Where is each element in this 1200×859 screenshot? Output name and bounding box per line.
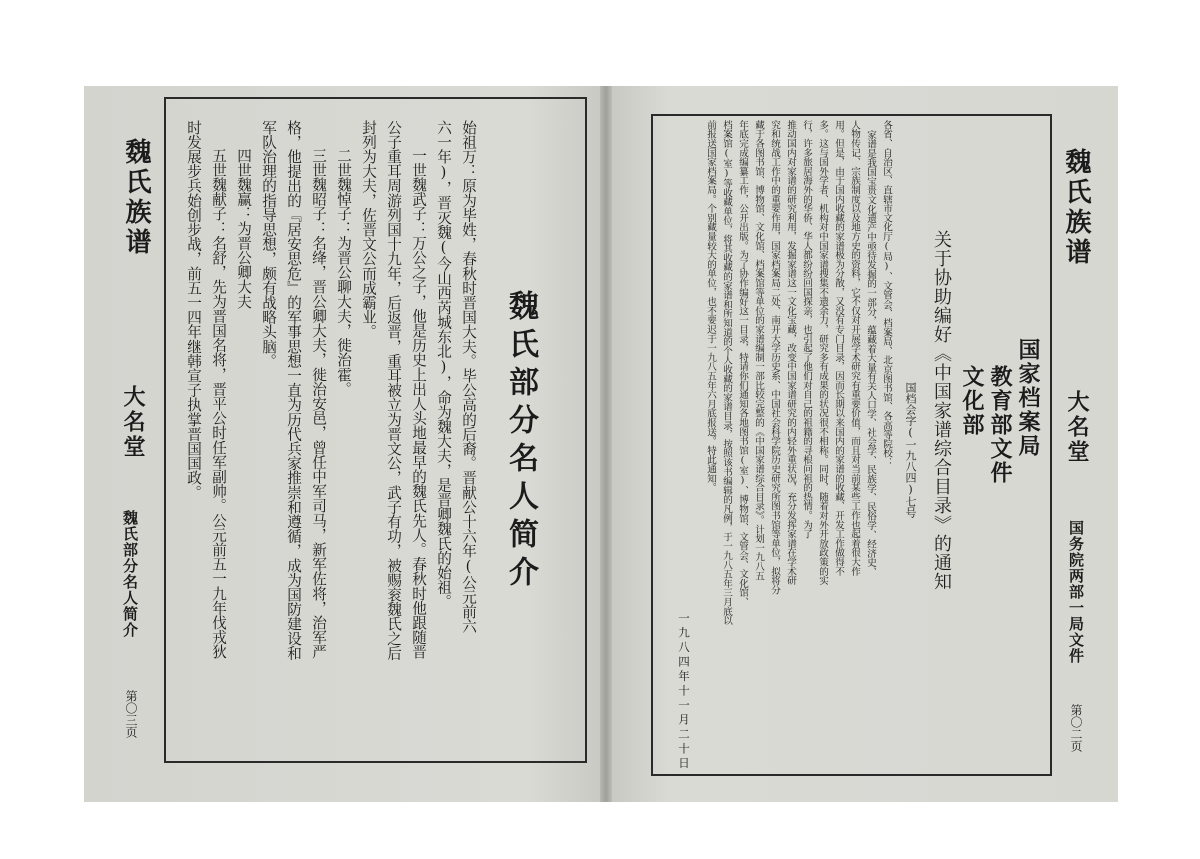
document-number: 国档会字(一九八四)七号 xyxy=(904,382,917,518)
body-column: 军队治理的指导思想，颇有战略头脑。 xyxy=(260,120,277,369)
left-page-number: 第〇三页 xyxy=(124,690,138,738)
issuer-line: 国家档案局 xyxy=(1015,338,1040,458)
left-running-title: 魏氏族谱 xyxy=(121,138,151,258)
body-column: 格，他提出的『居安思危』的军事思想一直为历代兵家推崇和遵循，成为国防建设和 xyxy=(285,120,302,661)
left-heading: 魏氏部分名人简介 xyxy=(503,290,538,594)
right-running-title: 魏氏族谱 xyxy=(1061,148,1091,268)
notice-column: 各省、自治区、直辖市文化厅(局)、文管会、档案局、北京图书馆、各高等院校： xyxy=(881,120,892,467)
body-column: 五世魏献子：名舒，先为晋国名将，晋平公时任军副帅。公元前五一九年伐戎狄 xyxy=(210,148,227,659)
body-column: 六一年)，晋灭魏(今山西芮城东北)，命为魏大夫，是晋卿魏氏的始祖。 xyxy=(435,120,452,609)
body-column: 时发展步兵始创步战，前五一四年继韩宣子执掌晋国国政。 xyxy=(185,120,202,500)
left-hall-name: 大名堂 xyxy=(120,385,146,460)
notice-column: 人物传记、宗族制度以及地方史的资料，它不仅对开展学术研究有重要价值，而且对当前某些工作也起着很大作 xyxy=(849,120,860,576)
notice-column: 究和统战工作中的重要作用，国家档案局二处、南开大学历史系、中国社会科学院历史研究所图书馆等单位，拟将分 xyxy=(769,120,780,595)
notice-column: 藏于各图书馆、博物馆、文化馆、档案馆等单位的家谱编制一部比较完整的《中国家谱综合目录》。计划一九八五 xyxy=(753,120,764,581)
notice-column: 家谱是我国宝贵文化遗产中亟待发掘的一部分，蕴藏着大量有关人口学、社会学、民族学、民俗学、经济史、 xyxy=(865,130,876,577)
right-section-label: 国务院两部一局文件 xyxy=(1067,520,1085,664)
issuer-line: 教育部文件 xyxy=(987,365,1012,485)
left-body xyxy=(170,120,480,750)
notice-title: 关于协助编好《中国家谱综合目录》的通知 xyxy=(931,230,952,591)
notice-body xyxy=(686,120,894,640)
notice-column: 年底完成编纂工作，公开出版。为了协作编好这一目录，特请你们通知各地图书馆(室)、博物馆、文管会、文化馆、 xyxy=(737,120,748,607)
notice-date: 一九八四年十一月二十日 xyxy=(677,612,691,772)
notice-column: 多。这与国外学者、机构对中国家谱搜集不遗余力，研究多有成果的状况很不相称。同时，随着对外开放政策的实 xyxy=(817,120,828,586)
body-column: 四世魏赢：为晋公卿大夫 xyxy=(235,148,252,309)
notice-column: 推动国内对家谱的研究利用，发掘家谱这一文化宝藏，改变中国家谱研究的内轻外重状况，充分发挥家谱在学术研 xyxy=(785,120,796,586)
body-column: 公子重耳周游列国十九年，后返晋，重耳被立为晋文公，武子有功，被赐衮魏氏之后 xyxy=(385,120,402,661)
notice-column: 档案馆(室)等收藏单位，将其收藏的家谱和所知道的个人收藏的家谱目录，按照该书编辑的凡例，于一九八五年三月底以 xyxy=(721,120,732,626)
body-column: 三世魏昭子：名绛，晋公卿大夫，徙治安邑，曾任中军司马，新军佐将，治军严 xyxy=(310,148,327,659)
left-section-label: 魏氏部分名人简介 xyxy=(121,510,139,638)
notice-column: 用。但是，由于国内收藏的家谱极为分散，又没有专门目录，因而长期以来国内的家谱的收藏、开发工作做得不 xyxy=(833,120,844,576)
right-page-number: 第〇二页 xyxy=(1069,704,1083,752)
body-column: 始祖万：原为毕姓，春秋时晋国大夫。毕公高的后裔。晋献公十六年(公元前六 xyxy=(460,120,477,634)
book-gutter xyxy=(600,86,612,802)
body-column: 一世魏武子：万公之子，他是历史上出人头地最早的魏氏先人。春秋时他跟随晋 xyxy=(410,148,427,659)
issuer-line: 文化部 xyxy=(959,365,984,437)
body-column: 二世魏悼子：为晋公聊大夫，徙治霍。 xyxy=(335,148,352,397)
body-column: 封列为大夫，佐晋文公而成霸业。 xyxy=(360,120,377,339)
notice-column: 前报送国家档案局。个别藏量较大的单位，也不要迟于一九八五年六月底报送。特此通知。 xyxy=(705,120,716,493)
right-hall-name: 大名堂 xyxy=(1064,390,1090,465)
notice-column: 行，许多旅居海外的华侨、华人都纷纷回国探亲，也引起了他们对自己的祖籍的寻根问祖的热情。为了 xyxy=(801,120,812,539)
